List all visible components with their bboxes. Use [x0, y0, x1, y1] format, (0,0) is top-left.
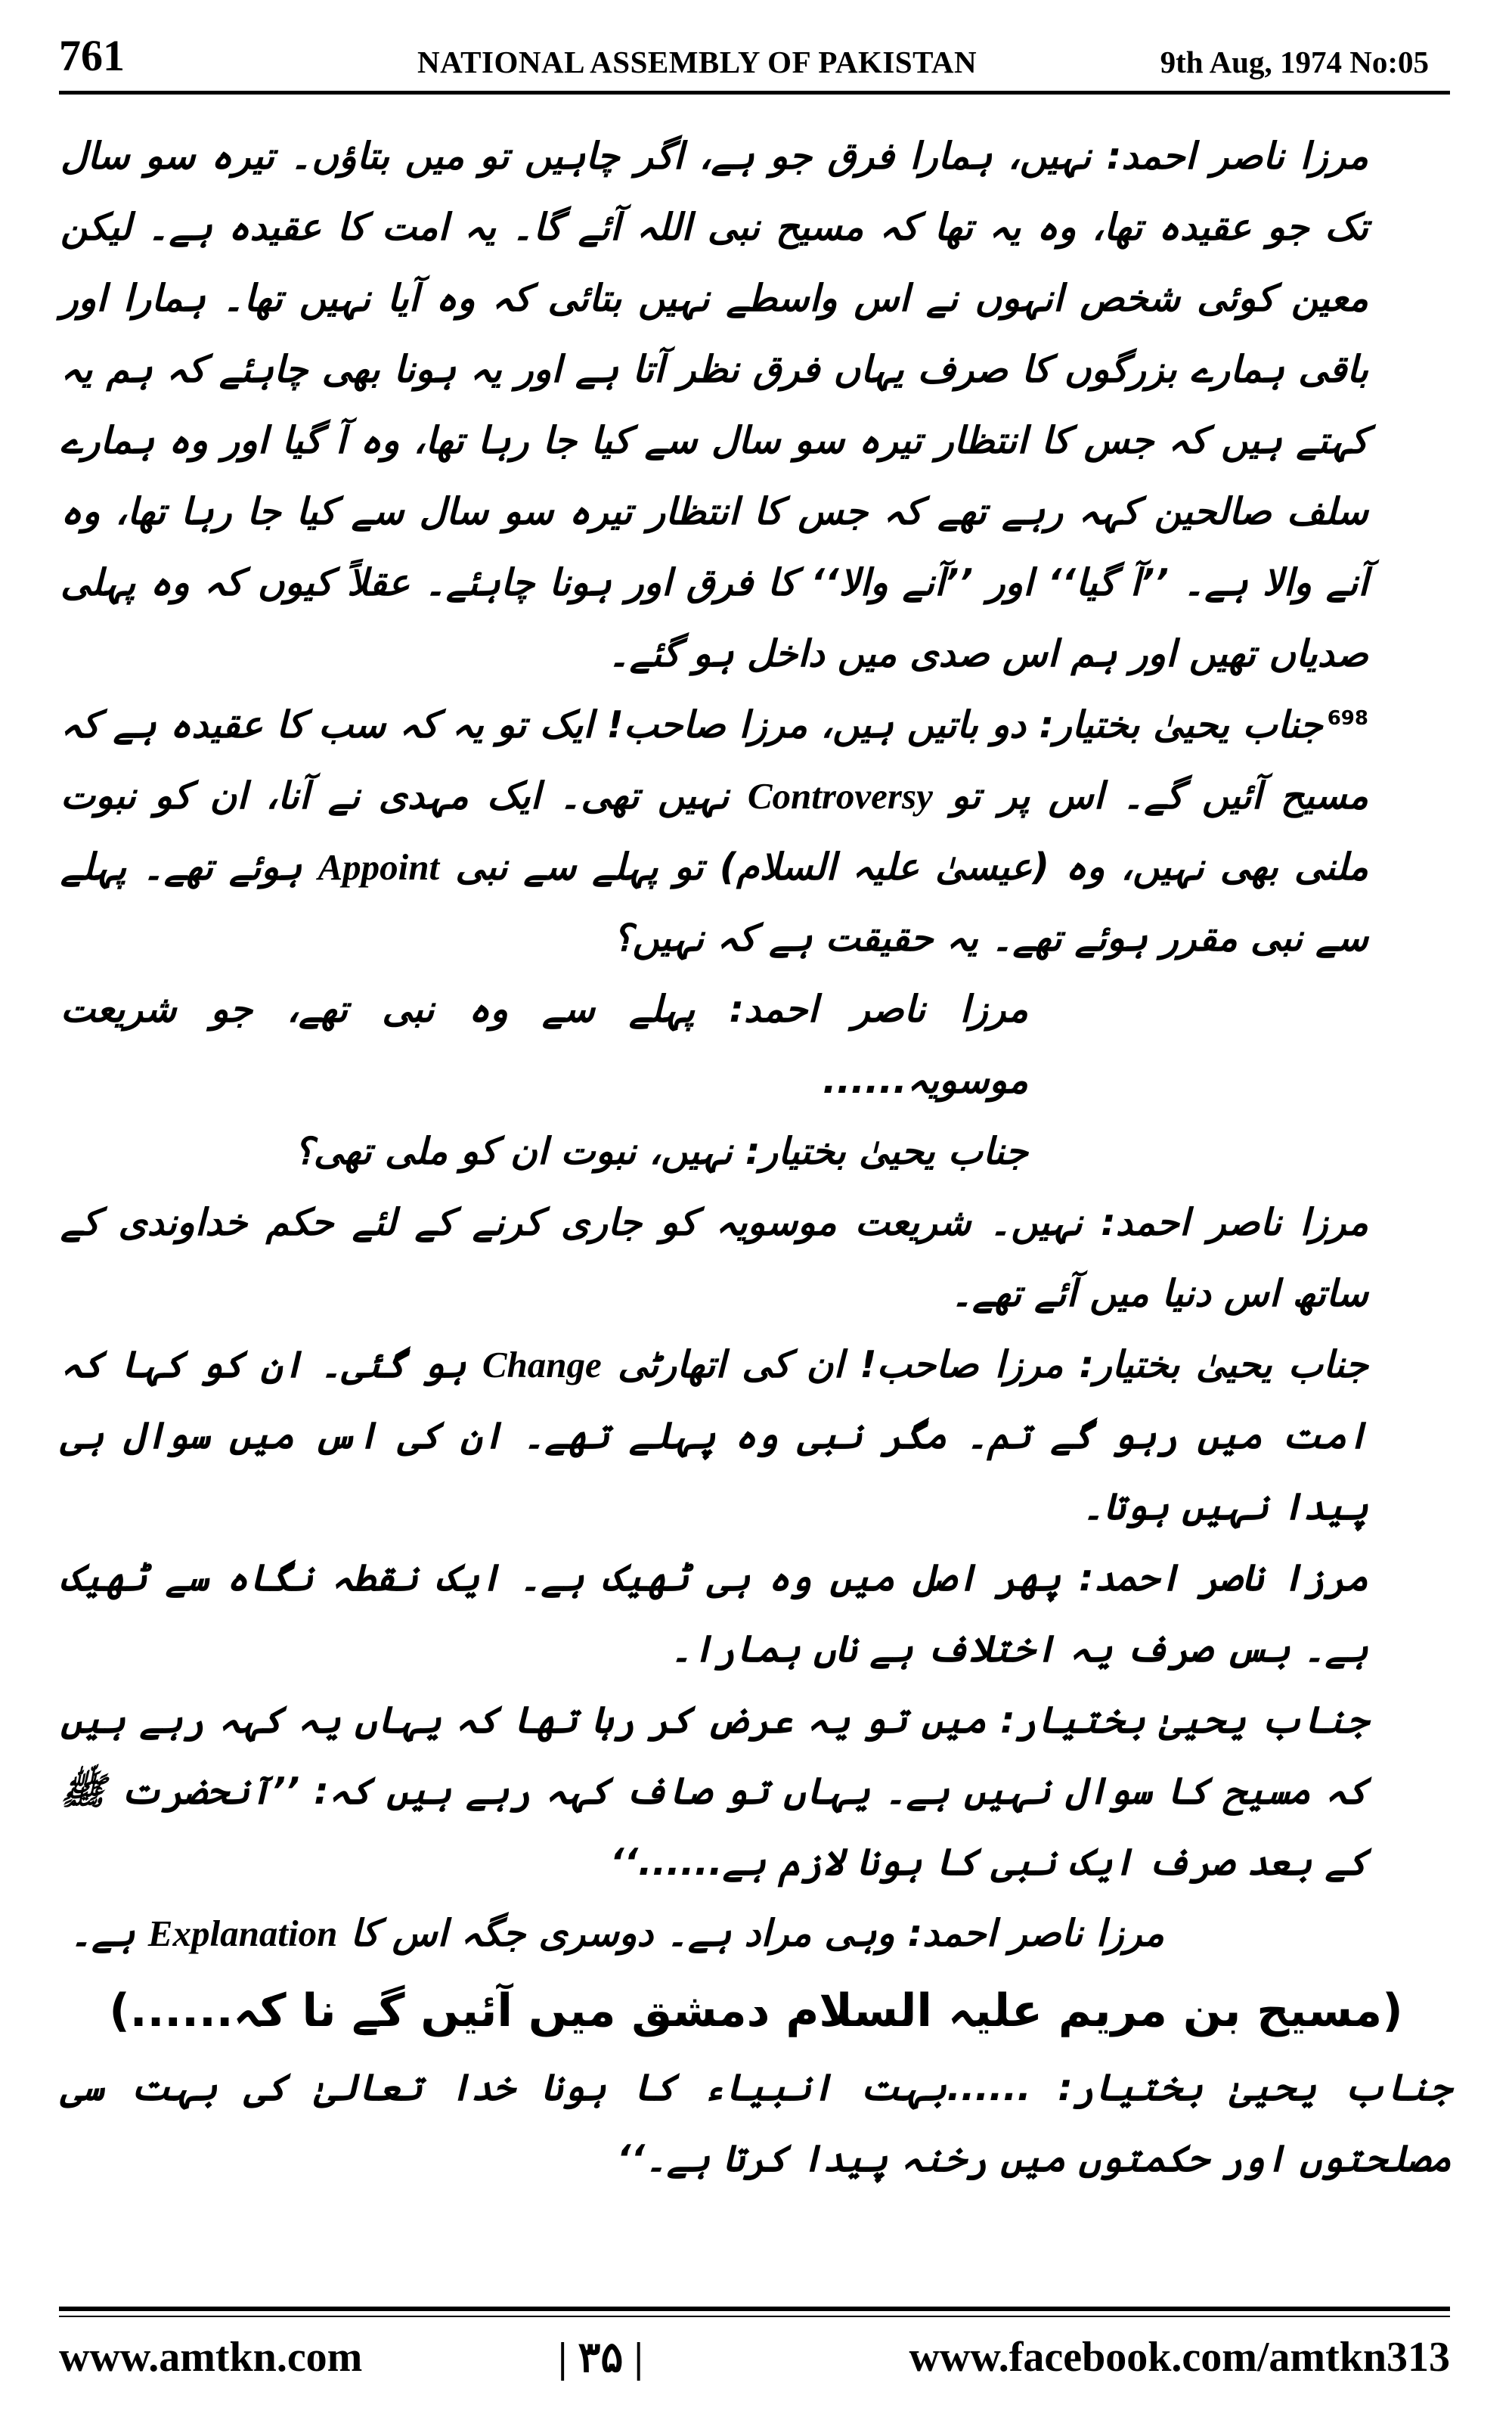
- paragraph-5: [60, 1187, 1452, 1329]
- speaker-label: جناب یحییٰ بختیار:: [1079, 1343, 1369, 1386]
- speech-text: ہے۔: [70, 1912, 135, 1955]
- date-issue: 9th Aug, 1974 No:05: [1160, 45, 1429, 79]
- speaker-label: جناب یحییٰ بختیار:: [1000, 1699, 1368, 1742]
- website-link[interactable]: www.amtkn.com: [59, 2334, 363, 2381]
- english-term: Controversy: [747, 775, 933, 817]
- paragraph-3: [60, 974, 1452, 1116]
- speech-text: دو باتیں ہیں، مرزا صاحب! ایک تو یہ کہ سب کا عقیدہ ہے کہ مسیح آئیں گے۔ اس پر تو: [60, 703, 1369, 818]
- speech-text: نہیں۔ شریعت موسویہ کو جاری کرنے کے لئے حکم خداوندی کے ساتھ اس دنیا میں آئے تھے۔: [60, 1201, 1368, 1315]
- speech-text: وہی مراد ہے۔ دوسری جگہ اس کا: [350, 1912, 895, 1955]
- facebook-link[interactable]: www.facebook.com/amtkn313: [909, 2334, 1450, 2381]
- paragraph-1: [60, 121, 1452, 690]
- paragraph-11: [60, 2052, 1452, 2195]
- paragraph-8: [60, 1685, 1452, 1898]
- speech-text: ہوئے تھے۔ پہلے سے نبی مقرر ہوئے تھے۔ یہ حقیقت ہے کہ نہیں؟: [60, 845, 1368, 960]
- quoted-line: (مسیح بن مریم علیہ السلام دمشق میں آئیں گے نا کہ......): [109, 1984, 1403, 2037]
- speaker-label: جناب یحییٰ بختیار:: [745, 1130, 1028, 1173]
- paragraph-2: [60, 690, 1452, 974]
- paragraph-9: [60, 1898, 1452, 1969]
- page-footer: [59, 2333, 1450, 2401]
- speech-text: نہیں، ہمارا فرق جو ہے، اگر چاہیں تو میں بتاؤں۔ تیرہ سو سال تک جو عقیدہ تھا، وہ یہ تھا کہ مسیح نبی اللہ آئے گا۔ یہ امت کا عقیدہ ہے۔ لیکن معین کوئی شخص انہوں نے اس واسطے نہیں بتائی کہ وہ آیا نہیں تھا۔ ہمارا اور باقی ہمارے بزرگوں کا صرف یہاں فرق نظر آتا ہے اور یہ ہونا بھی چاہئے کہ ہم یہ کہتے ہیں کہ جس کا انتظار تیرہ سو سال سے کیا جا رہا تھا، وہ آ گیا اور وہ ہمارے سلف صالحین کہہ رہے تھے کہ جس کا انتظار تیرہ سو سال سے کیا جا رہا تھا، وہ آنے والا ہے۔ ’’آ گیا‘‘ اور ’’آنے والا‘‘ کا فرق اور ہونا چاہئے۔ عقلاً کیوں کہ وہ پہلی صدیاں تھیں اور ہم اس صدی میں داخل ہو گئے۔: [60, 135, 1368, 675]
- footer-rule-thin: [59, 2316, 1450, 2317]
- speech-text: پہلے سے وہ نبی تھے، جو شریعت موسویہ......: [60, 988, 1028, 1102]
- speaker-label: مرزا ناصر احمد:: [907, 1912, 1164, 1955]
- paragraph-7: [60, 1543, 1452, 1685]
- speaker-label: مرزا ناصر احمد:: [729, 988, 1029, 1031]
- transcript-body: [60, 121, 1452, 2254]
- header-rule: [59, 91, 1450, 95]
- speech-text: نہیں تھی۔ ایک مہدی نے آنا، ان کو نبوت ملنی بھی نہیں، وہ (عیسیٰ علیہ السلام) تو پہلے سے نبی: [60, 774, 1369, 889]
- english-term: Explanation: [147, 1913, 338, 1954]
- speaker-label: مرزا ناصر احمد:: [1101, 1201, 1368, 1244]
- page-counter: | ۳۵ |: [558, 2335, 643, 2381]
- speech-text: ......بہت انبیاء کا ہونا خدا تعالیٰ کی بہت سی مصلحتوں اور حکمتوں میں رخنہ پیدا کرتا ہے۔‘‘: [60, 2066, 1452, 2180]
- speaker-label: جناب یحییٰ بختیار:: [1039, 703, 1323, 746]
- english-term: Appoint: [318, 846, 440, 888]
- publication-title: NATIONAL ASSEMBLY OF PAKISTAN: [417, 45, 978, 79]
- page-number: 761: [59, 31, 125, 80]
- speech-text: میں تو یہ عرض کر رہا تھا کہ یہاں یہ کہہ رہے ہیں کہ مسیح کا سوال نہیں ہے۔ یہاں تو صاف کہہ رہے ہیں کہ: ’’آنحضرت ﷺ کے بعد صرف ایک نبی کا ہونا لازم ہے......‘‘: [60, 1699, 1368, 1884]
- speech-text: نہیں، نبوت ان کو ملی تھی؟: [293, 1130, 733, 1173]
- speech-text: پھر اصل میں وہ ہی ٹھیک ہے۔ ایک نقطہ نگاہ سے ٹھیک ہے۔ بس صرف یہ اختلاف ہے ناں ہمارا۔: [60, 1556, 1368, 1671]
- speaker-label: مرزا ناصر احمد:: [1079, 1556, 1368, 1599]
- footnote-number: 698: [1327, 706, 1368, 730]
- page-header: [0, 0, 1512, 106]
- english-term: Change: [482, 1344, 602, 1385]
- paragraph-4: [60, 1116, 1452, 1187]
- paragraph-6: [60, 1329, 1452, 1543]
- footer-rule: [59, 2307, 1450, 2311]
- speaker-label: جناب یحییٰ بختیار:: [1058, 2066, 1452, 2109]
- speaker-label: مرزا ناصر احمد:: [1106, 135, 1368, 178]
- speech-text: مرزا صاحب! ان کی اتھارٹی: [618, 1343, 1064, 1386]
- speech-text: ہو گئی۔ ان کو کہا کہ امت میں رہو گے تم۔ مگر نبی وہ پہلے تھے۔ ان کی اس میں سوال ہی پیدا نہیں ہوتا۔: [60, 1343, 1368, 1528]
